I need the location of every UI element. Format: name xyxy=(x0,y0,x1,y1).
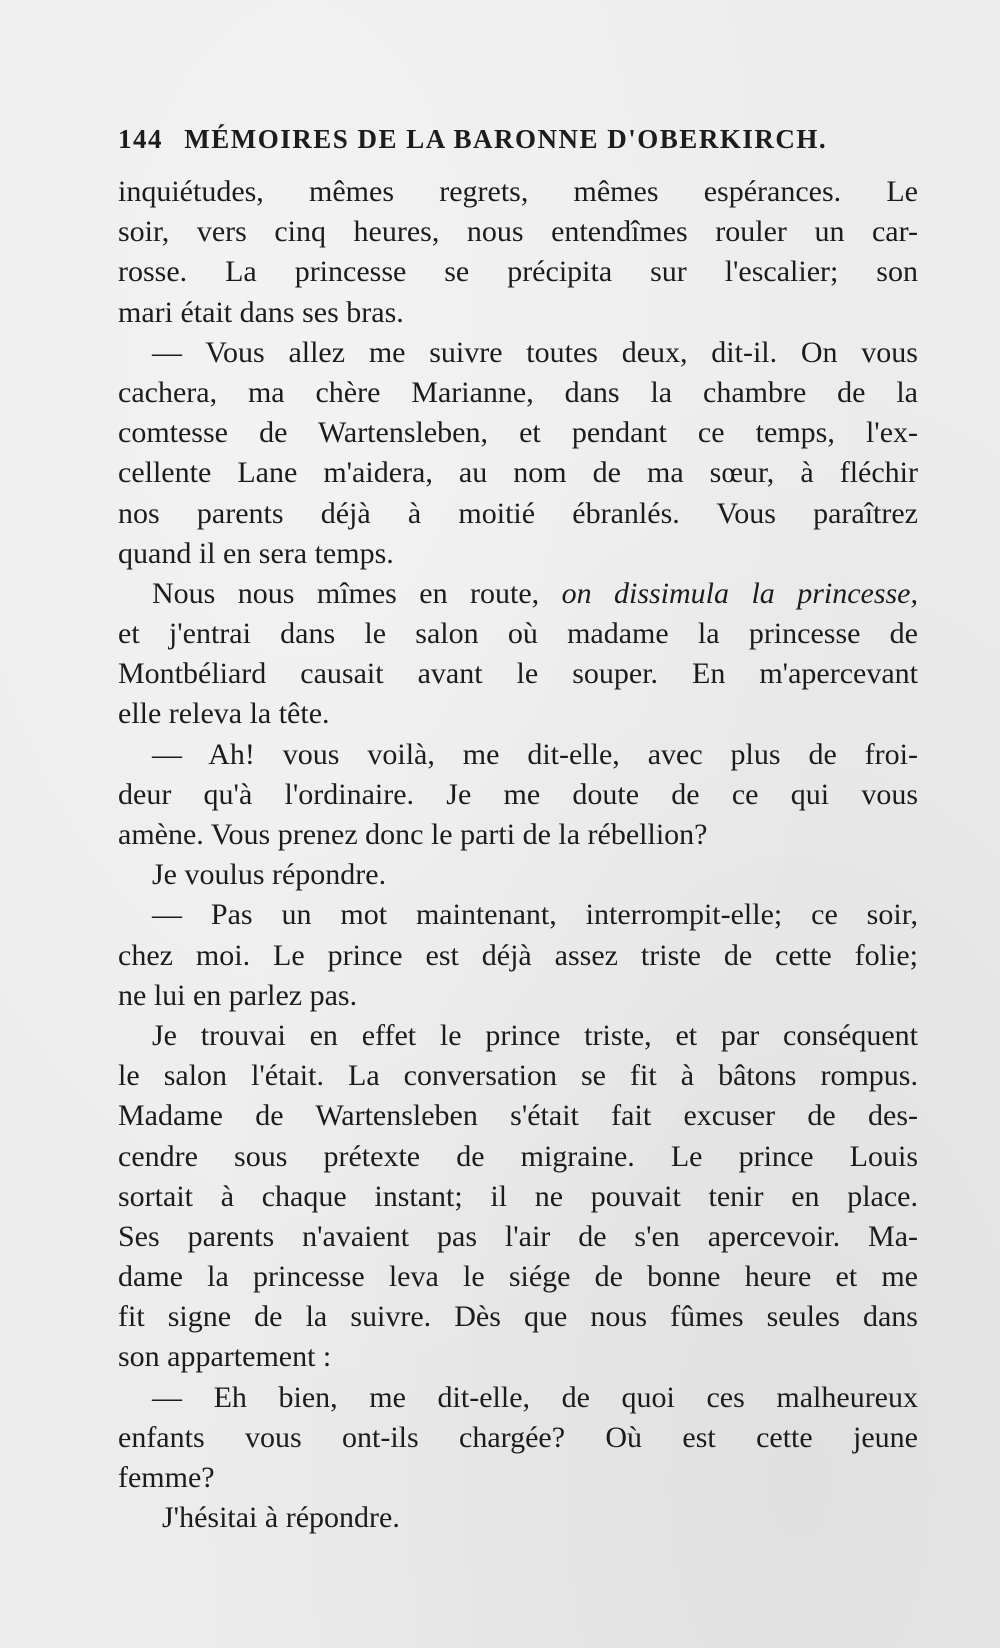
italic-run: on dissimula la princesse, xyxy=(561,576,918,610)
text-line: soir, vers cinq heures, nous entendîmes rouler un car- xyxy=(118,215,918,249)
text-run: Nous nous mîmes en route, xyxy=(152,576,540,610)
text-line: le salon l'était. La conversation se fit à bâtons rompus. xyxy=(118,1059,918,1093)
text-line: amène. Vous prenez donc le parti de la rébellion? xyxy=(118,818,708,851)
text-line: sortait à chaque instant; il ne pouvait tenir en place. xyxy=(118,1179,918,1213)
text-line-mixed xyxy=(118,574,918,614)
text-line: inquiétudes, mêmes regrets, mêmes espérances. Le xyxy=(118,175,918,208)
text-line: cachera, ma chère Marianne, dans la chambre de la xyxy=(118,375,918,409)
text-line: rosse. La princesse se précipita sur l'escalier; son xyxy=(118,255,918,289)
page-header xyxy=(118,124,898,155)
text-line: enfants vous ont-ils chargée? Où est cette jeune xyxy=(118,1420,918,1454)
page-number: 144 xyxy=(118,124,163,154)
text-line: Ses parents n'avaient pas l'air de s'en apercevoir. Ma- xyxy=(118,1219,918,1253)
text-line: Montbéliard causait avant le souper. En m'apercevant xyxy=(118,657,918,691)
text-line: cendre sous prétexte de migraine. Le prince Louis xyxy=(118,1139,918,1173)
text-line: Je voulus répondre. xyxy=(152,858,387,892)
text-line: J'hésitai à répondre. xyxy=(162,1501,400,1535)
text-line: chez moi. Le prince est déjà assez triste de cette folie; xyxy=(118,938,918,972)
text-line: Je trouvai en effet le prince triste, et par conséquent xyxy=(152,1018,918,1052)
text-line: — Vous allez me suivre toutes deux, dit-il. On vous xyxy=(152,335,918,369)
text-line: — Ah! vous voilà, me dit-elle, avec plus de froi- xyxy=(152,737,918,771)
text-line: nos parents déjà à moitié ébranlés. Vous paraîtrez xyxy=(118,496,918,530)
text-line: — Pas un mot maintenant, interrompit-elle; ce soir, xyxy=(152,898,918,932)
text-line: cellente Lane m'aidera, au nom de ma sœur, à fléchir xyxy=(118,456,918,490)
text-line: ne lui en parlez pas. xyxy=(118,978,358,1012)
text-line: et j'entrai dans le salon où madame la princesse de xyxy=(118,617,918,651)
text-line: fit signe de la suivre. Dès que nous fûmes seules dans xyxy=(118,1300,918,1334)
text-line: son appartement : xyxy=(118,1340,332,1374)
text-line: — Eh bien, me dit-elle, de quoi ces malheureux xyxy=(152,1380,918,1414)
text-line: Madame de Wartensleben s'était fait excuser de des- xyxy=(118,1099,918,1133)
text-line: elle releva la tête. xyxy=(118,697,330,731)
text-line: dame la princesse leva le siége de bonne heure et me xyxy=(118,1260,918,1294)
text-line: mari était dans ses bras. xyxy=(118,295,404,329)
text-line: femme? xyxy=(118,1461,215,1494)
text-line: deur qu'à l'ordinaire. Je me doute de ce qui vous xyxy=(118,777,918,811)
running-title: MÉMOIRES DE LA BARONNE D'OBERKIRCH. xyxy=(184,124,828,154)
body-text xyxy=(118,172,918,1538)
text-line: comtesse de Wartensleben, et pendant ce temps, l'ex- xyxy=(118,416,918,450)
text-line: quand il en sera temps. xyxy=(118,536,394,570)
